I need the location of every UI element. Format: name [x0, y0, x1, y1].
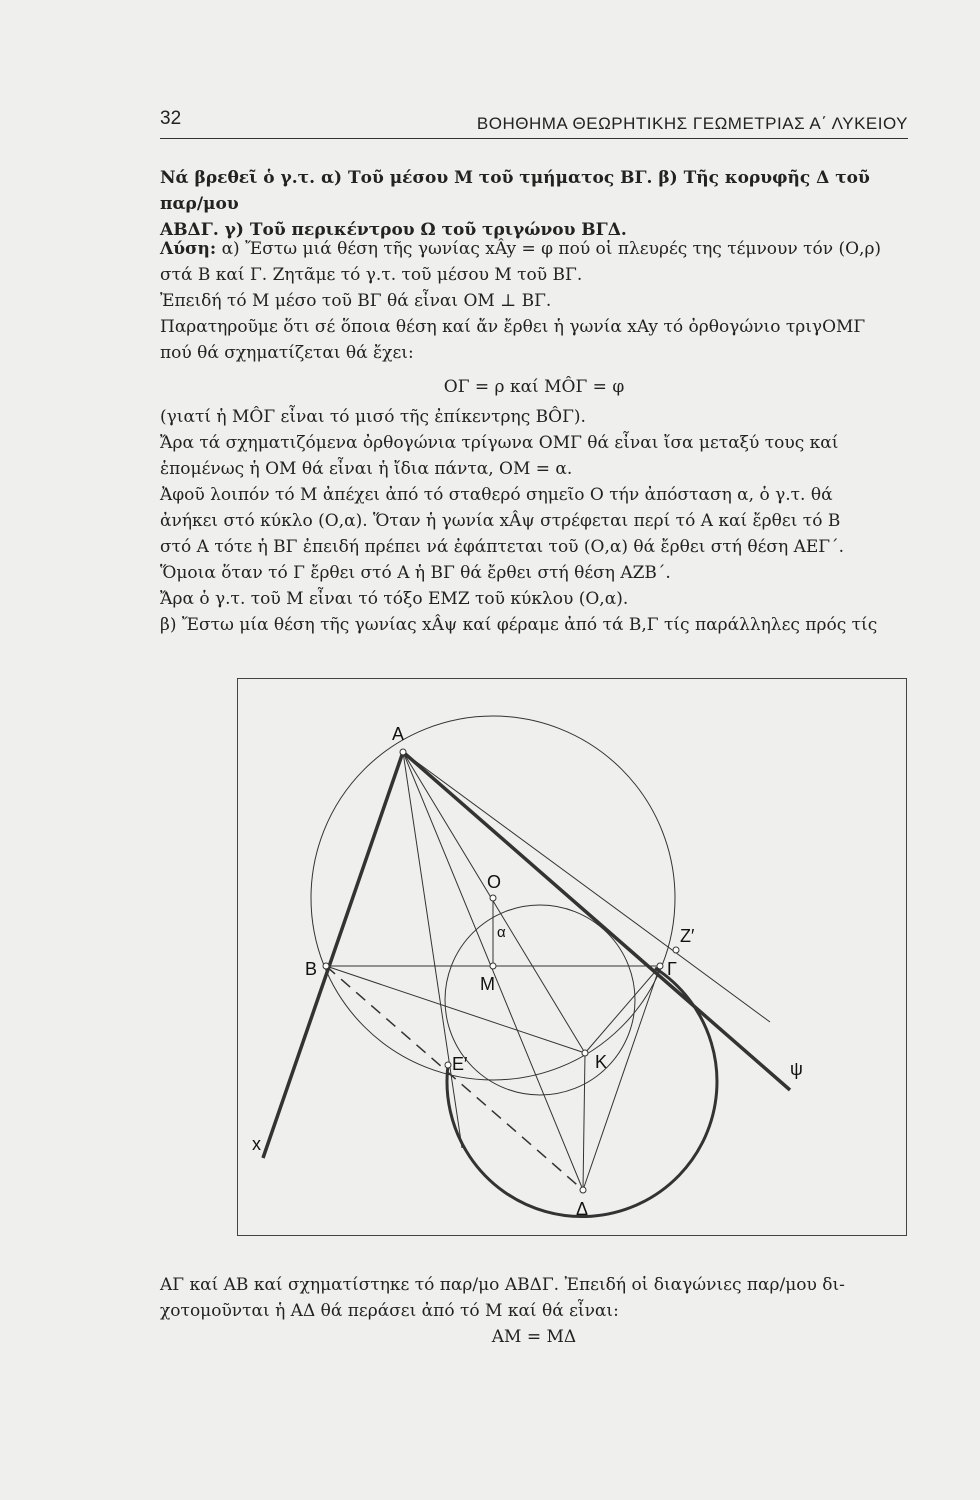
- running-head: ΒΟΗΘΗΜΑ ΘΕΩΡΗΤΙΚΗΣ ΓΕΩΜΕΤΡΙΑΣ Α΄ ΛΥΚΕΙΟΥ: [476, 114, 908, 133]
- line-BK: [326, 966, 585, 1053]
- solution-line: Παρατηροῦμε ὅτι σέ ὅποια θέση καί ἄν ἔρθει ἡ γωνία xAy τό ὀρθογώνιο τριγΟΜΓ: [160, 317, 866, 337]
- after-figure-text: [160, 1272, 908, 1350]
- label-x: x: [252, 1134, 261, 1154]
- line-AK: [403, 752, 585, 1053]
- label-D: Δ: [576, 1199, 589, 1219]
- solution-line: (γιατί ἡ ΜÔΓ εἶναι τό μισό τῆς ἐπίκεντρης ΒÔΓ).: [160, 407, 586, 427]
- solution-line: Ἀφοῦ λοιπόν τό Μ ἀπέχει ἀπό τό σταθερό σημεῖο Ο τήν ἀπόσταση α, ὁ γ.τ. θά: [160, 485, 833, 505]
- point-D: [580, 1187, 586, 1193]
- line-AB-x: [263, 752, 403, 1158]
- label-Z: Z′: [680, 926, 695, 946]
- point-K: [582, 1050, 588, 1056]
- solution-label: Λύση:: [160, 239, 217, 259]
- solution-line: Ὅμοια ὅταν τό Γ ἔρθει στό Α ἡ ΒΓ θά ἔρθει στή θέση ΑΖΒ΄.: [160, 563, 671, 583]
- formula-am-md: ΑΜ = ΜΔ: [491, 1327, 577, 1347]
- label-A: A: [392, 724, 405, 744]
- solution-line: Ἄρα τά σχηματιζόμενα ὀρθογώνια τρίγωνα ΟΜΓ θά εἶναι ἴσα μεταξύ τους καί: [160, 433, 839, 453]
- point-Z: [673, 947, 679, 953]
- page-number: 32: [160, 108, 182, 129]
- line-KD: [583, 1053, 585, 1190]
- after-line: χοτομοῦνται ἡ ΑΔ θά περάσει ἀπό τό Μ καί θά εἶναι:: [160, 1301, 619, 1321]
- point-A: [400, 749, 406, 755]
- line-AE: [403, 752, 462, 1148]
- label-B: B: [305, 959, 318, 979]
- line-BD-dashed: [326, 966, 583, 1190]
- solution-line: στά Β καί Γ. Ζητᾶμε τό γ.τ. τοῦ μέσου Μ τοῦ ΒΓ.: [160, 265, 583, 285]
- after-line: ΑΓ καί ΑΒ καί σχηματίστηκε τό παρ/μο ΑΒΔΓ. Ἐπειδή οἱ διαγώνιες παρ/μου δι-: [160, 1275, 845, 1295]
- solution-line: Ἐπειδή τό Μ μέσο τοῦ ΒΓ θά εἶναι ΟΜ ⊥ ΒΓ.: [160, 291, 552, 311]
- label-psi: ψ: [790, 1059, 803, 1079]
- solution-line: ἑπομένως ἡ ΟΜ θά εἶναι ἡ ἴδια πάντα, ΟΜ = α.: [160, 459, 573, 479]
- solution-line: πού θά σχηματίζεται θά ἔχει:: [160, 343, 414, 363]
- label-M: M: [480, 974, 495, 994]
- label-K: K: [595, 1052, 608, 1072]
- solution-line: α) Ἔστω μιά θέση τῆς γωνίας xÂy = φ πού οἱ πλευρές της τέμνουν τόν (Ο,ρ): [221, 239, 882, 259]
- arc-locus-D: [447, 968, 717, 1217]
- formula-og-mog: ΟΓ = ρ καί ΜÔΓ = φ: [443, 377, 625, 397]
- label-E: E′: [452, 1054, 468, 1074]
- label-G: Γ: [667, 959, 677, 979]
- problem-line-1: Νά βρεθεῖ ὁ γ.τ. α) Τοῦ μέσου Μ τοῦ τμήματος ΒΓ. β) Τῆς κορυφῆς Δ τοῦ παρ/μου: [160, 168, 870, 214]
- label-alpha: α: [497, 924, 506, 941]
- problem-line-2: ΑΒΔΓ. γ) Τοῦ περικέντρου Ω τοῦ τριγώνου ΒΓΔ.: [160, 220, 627, 240]
- point-O: [490, 895, 496, 901]
- solution-line: β) Ἔστω μία θέση τῆς γωνίας xÂψ καί φέραμε ἀπό τά Β,Γ τίς παράλληλες πρός τίς: [160, 615, 878, 635]
- line-GK: [585, 966, 660, 1053]
- point-E: [445, 1062, 451, 1068]
- point-G: [657, 963, 663, 969]
- solution-line: ἀνήκει στό κύκλο (Ο,α). Ὅταν ἡ γωνία xÂψ στρέφεται περί τό Α καί ἔρθει τό Β: [160, 511, 841, 531]
- solution-line: Ἄρα ὁ γ.τ. τοῦ Μ εἶναι τό τόξο ΕΜΖ τοῦ κύκλου (Ο,α).: [160, 589, 629, 609]
- solution-line: στό Α τότε ἡ ΒΓ ἐπειδή πρέπει νά ἐφάπτεται τοῦ (Ο,α) θά ἔρθει στή θέση ΑΕΓ΄.: [160, 537, 844, 557]
- label-O: O: [487, 872, 502, 892]
- point-M: [490, 963, 496, 969]
- point-B: [323, 963, 329, 969]
